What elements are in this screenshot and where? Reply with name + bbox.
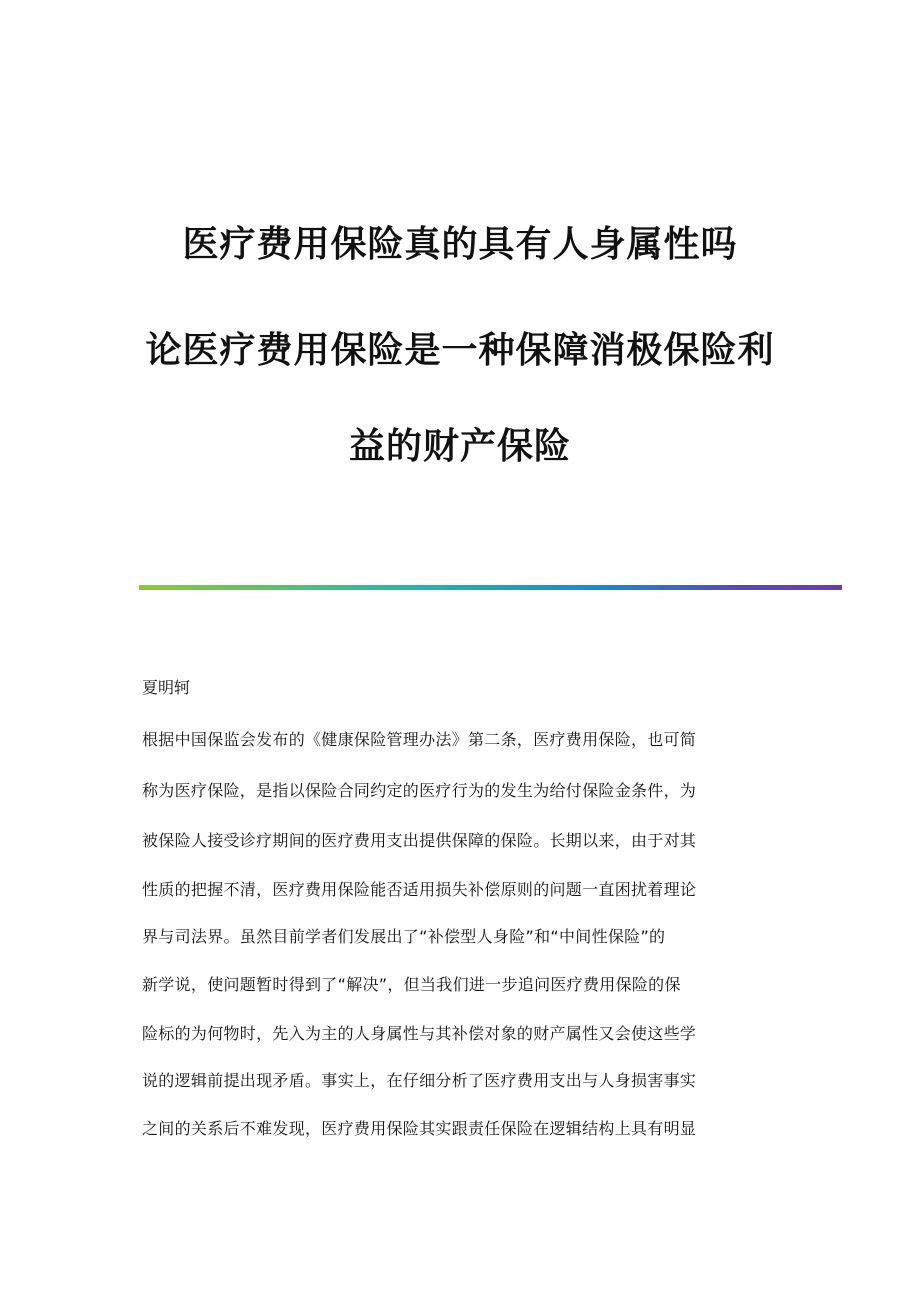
body-line: 性质的把握不清，医疗费用保险能否适用损失补偿原则的问题一直困扰着理论 bbox=[142, 880, 697, 899]
body-line: 界与司法界。虽然目前学者们发展出了“补偿型人身险”和“中间性保险”的 bbox=[142, 927, 666, 946]
title-line-2: 论医疗费用保险是一种保障消极保险利 bbox=[145, 330, 775, 371]
body-line: 根据中国保监会发布的《健康保险管理办法》第二条，医疗费用保险，也可简 bbox=[142, 730, 697, 749]
body-line: 说的逻辑前提出现矛盾。事实上，在仔细分析了医疗费用支出与人身损害事实 bbox=[142, 1071, 697, 1090]
body-line: 被保险人接受诊疗期间的医疗费用支出提供保障的保险。长期以来，由于对其 bbox=[142, 831, 697, 850]
body-line: 险标的为何物时，先入为主的人身属性与其补偿对象的财产属性又会使这些学 bbox=[142, 1024, 697, 1043]
author-name: 夏明轲 bbox=[142, 678, 191, 697]
title-line-1: 医疗费用保险真的具有人身属性吗 bbox=[182, 224, 738, 265]
title-line-3: 益的财产保险 bbox=[348, 426, 571, 467]
body-line: 称为医疗保险，是指以保险合同约定的医疗行为的发生为给付保险金条件，为 bbox=[142, 781, 697, 800]
body-line: 之间的关系后不难发现，医疗费用保险其实跟责任保险在逻辑结构上具有明显 bbox=[142, 1119, 697, 1138]
gradient-divider bbox=[139, 585, 842, 590]
body-line: 新学说，使问题暂时得到了“解决”，但当我们进一步追问医疗费用保险的保 bbox=[142, 975, 681, 994]
